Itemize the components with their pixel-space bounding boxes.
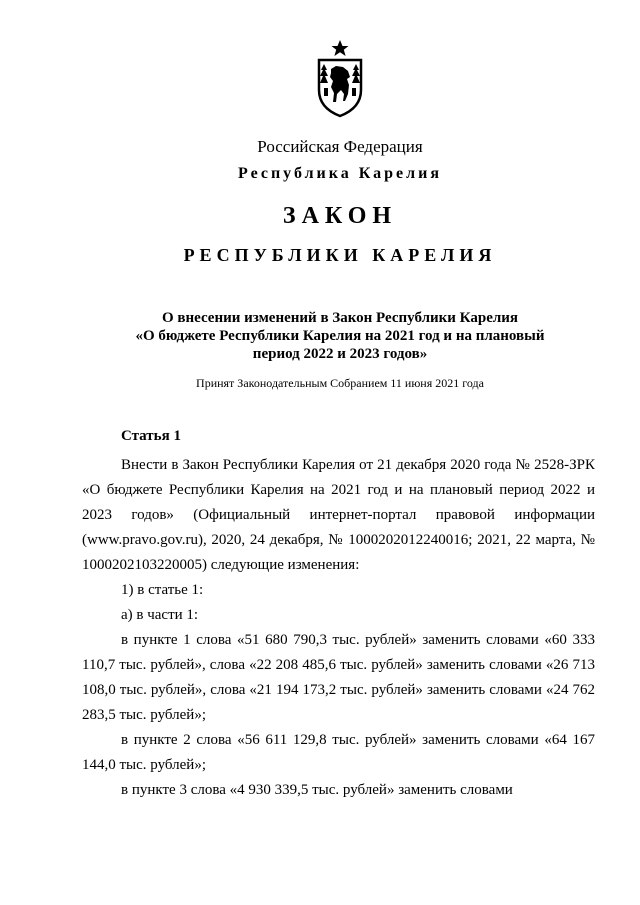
article-body (82, 453, 595, 803)
paragraph: в пункте 1 слова «51 680 790,3 тыс. рублей» заменить словами «60 333 110,7 тыс. рублей», слова «22 208 485,6 тыс. рублей» заменить словами «26 713 108,0 тыс. рублей», слова «21 194 173,2 тыс. рублей» заменить словами «24 762 283,5 тыс. рублей»; (82, 632, 595, 723)
country-name: Российская Федерация (257, 137, 423, 156)
republic-name: Республика Карелия (238, 165, 442, 182)
document-title-line: «О бюджете Республики Карелия на 2021 год и на плановый (135, 328, 545, 344)
paragraph: Внести в Закон Республики Карелия от 21 декабря 2020 года № 2528-ЗРК «О бюджете Республики Карелия на 2021 год и на плановый период 2022 и 2023 годов» (Официальный интернет-портал правовой информации (www.pravo.gov.ru), 2020, 24 декабря, № 1000202012240016; 2021, 22 марта, № 1000202103220005) следующие изменения: (82, 457, 595, 573)
adoption-note: Принят Законодательным Собранием 11 июня 2021 года (196, 376, 484, 390)
paragraph: а) в части 1: (121, 607, 199, 623)
document-title (0, 309, 640, 363)
paragraph: 1) в статье 1: (121, 582, 204, 598)
document-type-subtitle: РЕСПУБЛИКИ КАРЕЛИЯ (183, 245, 497, 265)
paragraph: в пункте 3 слова «4 930 339,5 тыс. рублей» заменить словами (121, 782, 513, 798)
document-type: ЗАКОН (282, 203, 398, 229)
document-title-line: О внесении изменений в Закон Республики Карелия (161, 310, 519, 326)
republic-of-karelia-coat-of-arms-icon (310, 38, 370, 118)
paragraph: в пункте 2 слова «56 611 129,8 тыс. рублей» заменить словами «64 167 144,0 тыс. рублей»; (82, 732, 595, 773)
document-title-line: период 2022 и 2023 годов» (252, 346, 428, 362)
article-heading: Статья 1 (121, 428, 181, 444)
